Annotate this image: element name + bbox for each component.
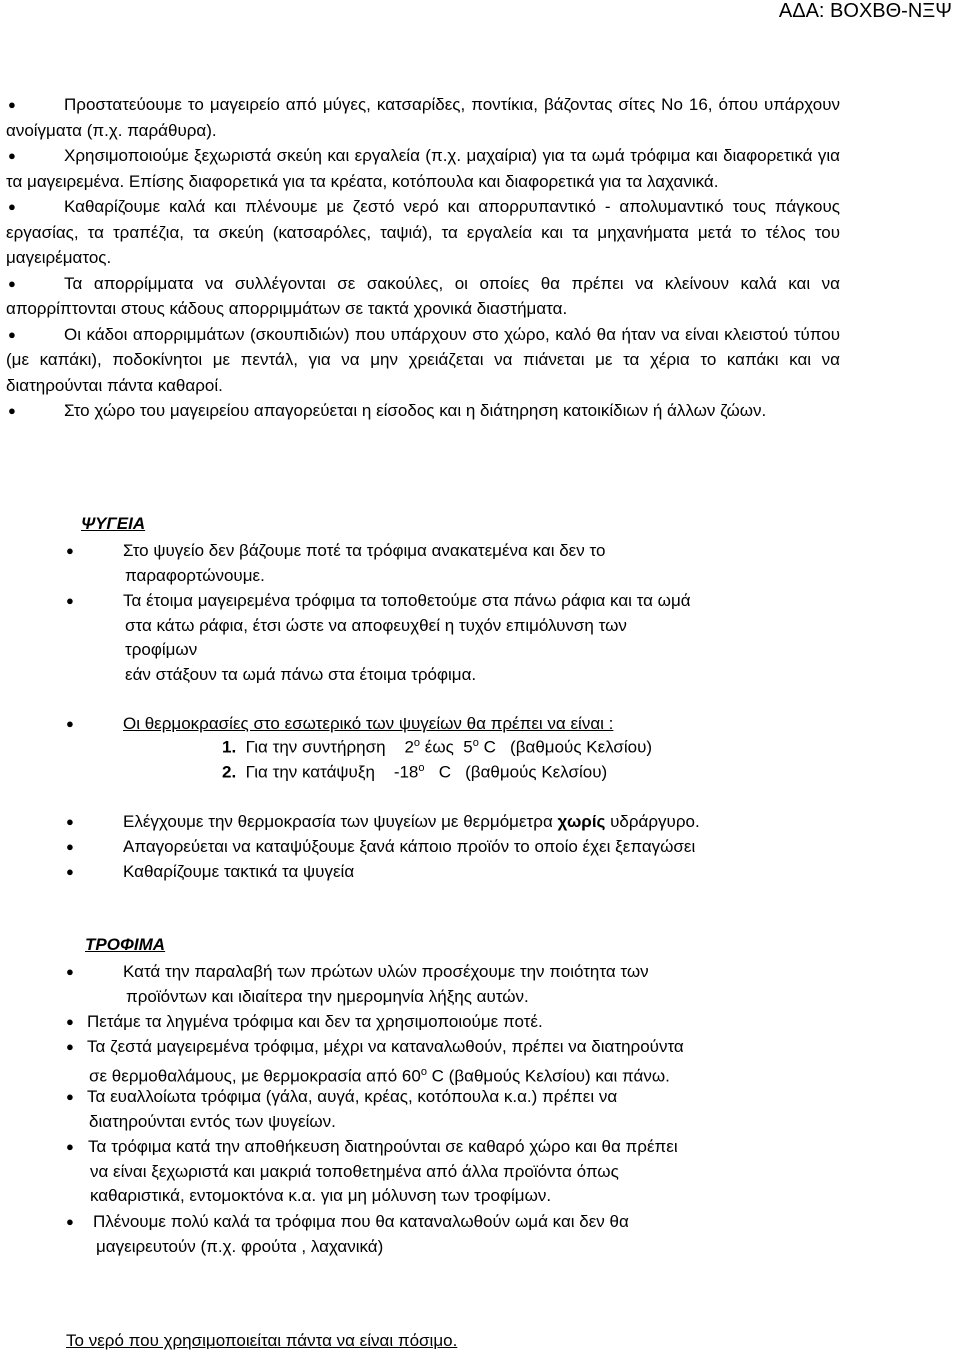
bullet-icon: ●	[66, 593, 74, 608]
bullet-icon: ●	[66, 814, 74, 829]
drinking-water-note: Το νερό που χρησιμοποιείται πάντα να είναι πόσιμο.	[66, 1331, 458, 1350]
food-item: ● Τα ζεστά μαγειρεμένα τρόφιμα, μέχρι να καταναλωθούν, πρέπει να διατηρούντα σε θερμοθαλάμους, με θερμοκρασία από $60^o$ C (βαθμούς Κελσίου) και πάνω.	[66, 1037, 684, 1086]
bullet-icon: ●	[66, 964, 74, 979]
bullet-icon: ●	[66, 839, 74, 854]
temp-row-freeze: 2. Για την κατάψυξη $-18^o$ C (βαθμούς Κελσίου)	[222, 762, 608, 782]
food-heading: ΤΡΟΦΙΜΑ	[85, 935, 166, 954]
list-item: ● Καθαρίζουμε καλά και πλένουμε με ζεστό νερό και απορρυπαντικό - απολυμαντικό τους πάγκους εργασίας, τα τραπέζια, τα σκεύη (κατσαρόλες, ταψιά), τα εργαλεία και τα μηχανήματα μετά το τέλος του μαγειρέματος.	[6, 194, 840, 271]
bullet-icon: ●	[66, 864, 74, 879]
list-item: ● Στο χώρο του μαγειρείου απαγορεύεται η είσοδος και η διάτηρηση κατοικίδιων ή άλλων ζώων.	[6, 398, 840, 424]
food-item: ● Πετάμε τα ληγμένα τρόφιμα και δεν τα χρησιμοποιούμε ποτέ.	[66, 1010, 543, 1035]
list-item: ● Οι κάδοι απορριμμάτων (σκουπιδιών) που υπάρχουν στο χώρο, καλό θα ήταν να είναι κλειστού τύπου (με καπάκι), ποδοκίνητοι με πεντάλ, για να μην χρειάζεται να πιάνεται με τα χέρια το καπάκι και να διατηρούνται πάντα καθαροί.	[6, 322, 840, 399]
bullet-icon: ●	[8, 403, 16, 418]
ada-code: ΑΔΑ: ΒΟΧΒΘ-ΝΞΨ	[778, 0, 952, 22]
bullet-icon: ●	[8, 326, 16, 342]
list-item: ● Τα απορρίμματα να συλλέγονται σε σακούλες, οι οποίες θα πρέπει να κλείνουν καλά και να απορρίπτονται στους κάδους απορριμμάτων σε τακτά χρονικά διαστήματα.	[6, 271, 840, 322]
bullet-icon: ●	[66, 716, 74, 731]
food-item: ● Πλένουμε πολύ καλά τα τρόφιμα που θα καταναλωθούν ωμά και δεν θα μαγειρευτούν (π.χ. φρούτα , λαχανικά)	[66, 1212, 629, 1256]
food-item: ● Τα τρόφιμα κατά την αποθήκευση διατηρούνται σε καθαρό χώρο και θα πρέπει να είναι ξεχωριστά και μακριά τοποθετημένα από άλλα προϊόντα όπως καθαριστικά, εντομοκτόνα κ.α. για μη μόλυνση των τροφίμων.	[66, 1137, 678, 1205]
fridge-heading: ΨΥΓΕΙΑ	[81, 514, 146, 533]
temps-title: Οι θερμοκρασίες στο εσωτερικό των ψυγείων θα πρέπει να είναι :	[123, 714, 614, 733]
fridge-item: ● Ελέγχουμε την θερμοκρασία των ψυγείων με θερμόμετρα χωρίς υδράργυρο.	[66, 810, 700, 835]
bullet-icon: ●	[8, 199, 16, 214]
bullet-icon: ●	[8, 275, 16, 291]
food-item: ● Τα ευαλλοίωτα τρόφιμα (γάλα, αυγά, κρέας, κοτόπουλα κ.α.) πρέπει να διατηρούνται εντός των ψυγείων.	[66, 1087, 618, 1131]
fridge-item: ● Τα έτοιμα μαγειρεμένα τρόφιμα τα τοποθετούμε στα πάνω ράφια και τα ωμά στα κάτω ράφια, έτσι ώστε να αποφευχθεί η τυχόν επιμόλυνση των τροφίμων εάν στάξουν τα ωμά πάνω στα έτοιμα τρόφιμα.	[66, 591, 691, 684]
fridge-item: ● Καθαρίζουμε τακτικά τα ψυγεία	[66, 860, 354, 885]
food-item: ● Κατά την παραλαβή των πρώτων υλών προσέχουμε την ποιότητα των προϊόντων και ιδιαίτερα την ημερομηνία λήξης αυτών.	[66, 962, 649, 1006]
list-item: ● Προστατεύουμε το μαγειρείο από μύγες, κατσαρίδες, ποντίκια, βάζοντας σίτες Νο 16, όπου υπάρχουν ανοίγματα (π.χ. παράθυρα).	[6, 92, 840, 143]
hygiene-list	[6, 92, 840, 424]
bullet-icon: ●	[66, 1089, 74, 1104]
bullet-icon: ●	[66, 543, 74, 558]
bullet-icon: ●	[66, 1039, 74, 1054]
list-item: ● Χρησιμοποιούμε ξεχωριστά σκεύη και εργαλεία (π.χ. μαχαίρια) για τα ωμά τρόφιμα και διαφορετικά για τα μαγειρεμένα. Επίσης διαφορετικά για τα κρέατα, κοτόπουλα και διαφορετικά για τα λαχανικά.	[6, 143, 840, 194]
bullet-icon: ●	[66, 1139, 74, 1154]
fridge-item: ● Απαγορεύεται να καταψύξουμε ξανά κάποιο προϊόν το οποίο έχει ξεπαγώσει	[66, 835, 695, 860]
bullet-icon: ●	[66, 1214, 74, 1229]
bullet-icon: ●	[8, 97, 16, 112]
fridge-item: ● Στο ψυγείο δεν βάζουμε ποτέ τα τρόφιμα ανακατεμένα και δεν το παραφορτώνουμε.	[66, 541, 606, 585]
fridge-temps-item	[66, 712, 613, 737]
temp-row-chill: 1. Για την συντήρηση $2^o$ έως $5^o$ C (βαθμούς Κελσίου)	[222, 737, 653, 757]
bullet-icon: ●	[8, 148, 16, 163]
bullet-icon: ●	[66, 1014, 74, 1029]
